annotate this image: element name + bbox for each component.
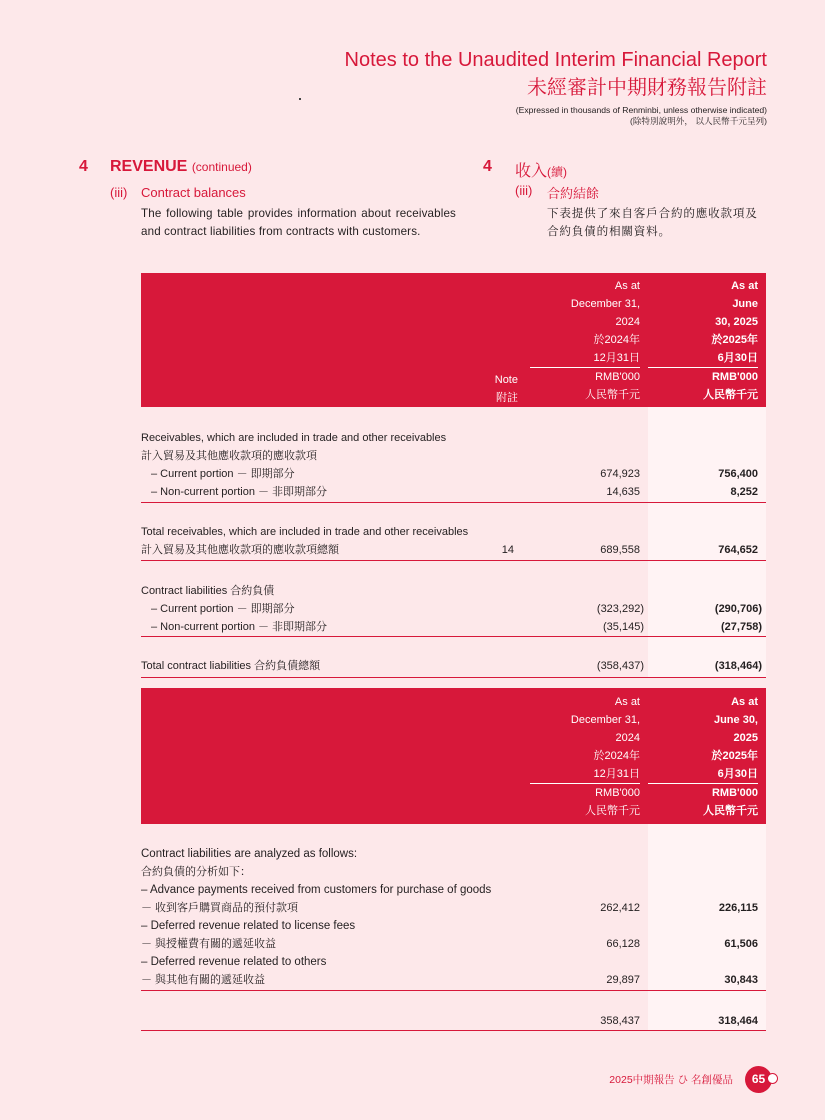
intro-paragraph-en: The following table provides information about receivables and contract liabilities from contracts with customers. xyxy=(141,207,456,238)
t2-col-2025-l5: 6月30日 xyxy=(717,768,758,780)
t2-col-2025-l3: 2025 xyxy=(733,732,758,744)
total-receivables-label-en: Total receivables, which are included in trade and other receivables xyxy=(141,526,469,538)
section-number-en: 4 xyxy=(79,158,88,175)
col-2024-unit-en: RMB'000 xyxy=(595,371,640,383)
total-receivables-label-zh: 計入貿易及其他應收款項的應收款項總額 xyxy=(141,544,339,556)
note-header-zh: 附註 xyxy=(496,392,518,404)
section-number-zh: 4 xyxy=(483,158,492,175)
col-2024-l5: 12月31日 xyxy=(593,352,640,364)
expressed-note-en: (Expressed in thousands of Renminbi, unless otherwise indicated) xyxy=(515,105,767,115)
cl-current-2024: (323,292) xyxy=(596,603,644,615)
col-2025-unit-en: RMB'000 xyxy=(711,371,758,383)
t2-col-2024-l1: As at xyxy=(614,696,640,708)
rule-analysis xyxy=(141,990,766,991)
col-2025-l1: As at xyxy=(731,280,758,292)
advance-2025: 226,115 xyxy=(718,902,758,914)
total-receivables-note: 14 xyxy=(501,544,514,556)
intro-paragraph-zh: 下表提供了來自客戶合約的應收款項及合約負債的相關資料。 xyxy=(547,207,758,238)
total-cl-label: Total contract liabilities 合約負債總額 xyxy=(141,660,321,672)
page-ring-icon xyxy=(767,1073,778,1084)
cl-current-2025: (290,706) xyxy=(714,603,762,615)
table1-note-header xyxy=(470,371,518,407)
subsection-title-zh: 合約結餘 xyxy=(547,186,600,201)
analysis-intro-zh: 合約負債的分析如下： xyxy=(141,866,251,878)
section-continued-en: (continued) xyxy=(191,160,252,174)
t2-col-2024-unit-en: RMB'000 xyxy=(595,787,640,799)
expressed-note-zh: (除特別說明外， 以人民幣千元呈列) xyxy=(629,116,767,126)
col-2025-l2: June xyxy=(732,298,758,310)
noncurrent-portion-2025: 8,252 xyxy=(730,486,758,498)
cl-noncurrent-label: – Non-current portion － 非即期部分 xyxy=(151,621,328,633)
section-title-en xyxy=(110,158,252,176)
report-title-en: Notes to the Unaudited Interim Financial Report xyxy=(344,49,767,71)
col-2025-l5: 6月30日 xyxy=(717,352,758,364)
t2-col-2025-l4: 於2025年 xyxy=(711,750,758,762)
col-2025-l4: 於2025年 xyxy=(711,334,758,346)
current-portion-2025: 756,400 xyxy=(718,468,758,480)
section-title-en-text: REVENUE xyxy=(110,158,188,175)
rule-total-cl xyxy=(141,677,766,678)
page-number: 65 xyxy=(745,1066,772,1093)
col-2025-unit-zh: 人民幣千元 xyxy=(703,389,758,401)
table1-col-2024-header xyxy=(530,277,640,404)
col-2024-l3: 2024 xyxy=(615,316,640,328)
others-2024: 29,897 xyxy=(606,974,640,986)
analysis-total-2024: 358,437 xyxy=(600,1015,640,1027)
table2-col-2025-header xyxy=(648,693,758,820)
total-receivables-2025: 764,652 xyxy=(718,544,758,556)
advance-label-en: – Advance payments received from customers for purchase of goods xyxy=(141,884,492,896)
t2-col-2024-unit-zh: 人民幣千元 xyxy=(585,805,640,817)
col-2024-unit-zh: 人民幣千元 xyxy=(585,389,640,401)
total-receivables-2024: 689,558 xyxy=(600,544,640,556)
footer-text: 2025中期報告 ひ 名創優品 xyxy=(609,1074,733,1086)
col-2025-l3: 30, 2025 xyxy=(715,316,758,328)
contract-liabilities-label: Contract liabilities 合約負債 xyxy=(141,585,275,597)
rule-contract-liabilities xyxy=(141,636,766,637)
cl-current-label: – Current portion － 即期部分 xyxy=(151,603,295,615)
t2-col-2025-l1: As at xyxy=(731,696,758,708)
license-2024: 66,128 xyxy=(606,938,640,950)
analysis-total-2025: 318,464 xyxy=(718,1015,758,1027)
receivables-label-zh: 計入貿易及其他應收款項的應收款項 xyxy=(141,450,317,462)
license-label-en: – Deferred revenue related to license fees xyxy=(141,920,356,932)
license-label-zh: － 與授權費有關的遞延收益 xyxy=(141,938,277,950)
noncurrent-portion-label: – Non-current portion － 非即期部分 xyxy=(151,486,328,498)
noncurrent-portion-2024: 14,635 xyxy=(606,486,640,498)
total-cl-2025: (318,464) xyxy=(714,660,762,672)
others-2025: 30,843 xyxy=(724,974,758,986)
advance-label-zh: － 收到客戶購買商品的預付款項 xyxy=(141,902,299,914)
others-label-en: – Deferred revenue related to others xyxy=(141,956,327,968)
section-title-zh xyxy=(515,158,567,181)
subsection-number-zh: (iii) xyxy=(515,183,533,198)
col-2024-l4: 於2024年 xyxy=(593,334,640,346)
col-2024-l2: December 31, xyxy=(570,298,640,310)
t2-col-2024-l4: 於2024年 xyxy=(593,750,640,762)
expressed-note xyxy=(516,105,767,127)
total-cl-2024: (358,437) xyxy=(596,660,644,672)
subsection-number-en: (iii) xyxy=(110,185,128,200)
table2-col-2024-header xyxy=(530,693,640,820)
cl-noncurrent-2025: (27,758) xyxy=(721,621,762,633)
stray-dot xyxy=(299,98,301,100)
rule-receivables xyxy=(141,502,766,503)
section-continued-zh: (續) xyxy=(547,165,568,179)
rule-total-receivables xyxy=(141,560,766,561)
t2-col-2025-unit-en: RMB'000 xyxy=(711,787,758,799)
current-portion-2024: 674,923 xyxy=(600,468,640,480)
others-label-zh: － 與其他有關的遞延收益 xyxy=(141,974,266,986)
rule-analysis-total xyxy=(141,1030,766,1031)
current-portion-label: – Current portion － 即期部分 xyxy=(151,468,295,480)
advance-2024: 262,412 xyxy=(600,902,640,914)
col-2024-l1: As at xyxy=(614,280,640,292)
t2-col-2025-l2: June 30, xyxy=(713,714,758,726)
note-header-en: Note xyxy=(494,374,518,386)
t2-col-2024-l2: December 31, xyxy=(570,714,640,726)
receivables-label-en: Receivables, which are included in trade and other receivables xyxy=(141,432,447,444)
subsection-title-en: Contract balances xyxy=(141,185,246,200)
t2-col-2024-l3: 2024 xyxy=(615,732,640,744)
analysis-intro-en: Contract liabilities are analyzed as follows: xyxy=(141,848,358,860)
table1-col-2025-header xyxy=(648,277,758,404)
cl-noncurrent-2024: (35,145) xyxy=(603,621,644,633)
t2-col-2024-l5: 12月31日 xyxy=(593,768,640,780)
license-2025: 61,506 xyxy=(724,938,758,950)
section-title-zh-text: 收入 xyxy=(515,163,548,180)
t2-col-2025-unit-zh: 人民幣千元 xyxy=(703,805,758,817)
report-title-zh: 未經審計中期財務報告附註 xyxy=(527,77,767,99)
